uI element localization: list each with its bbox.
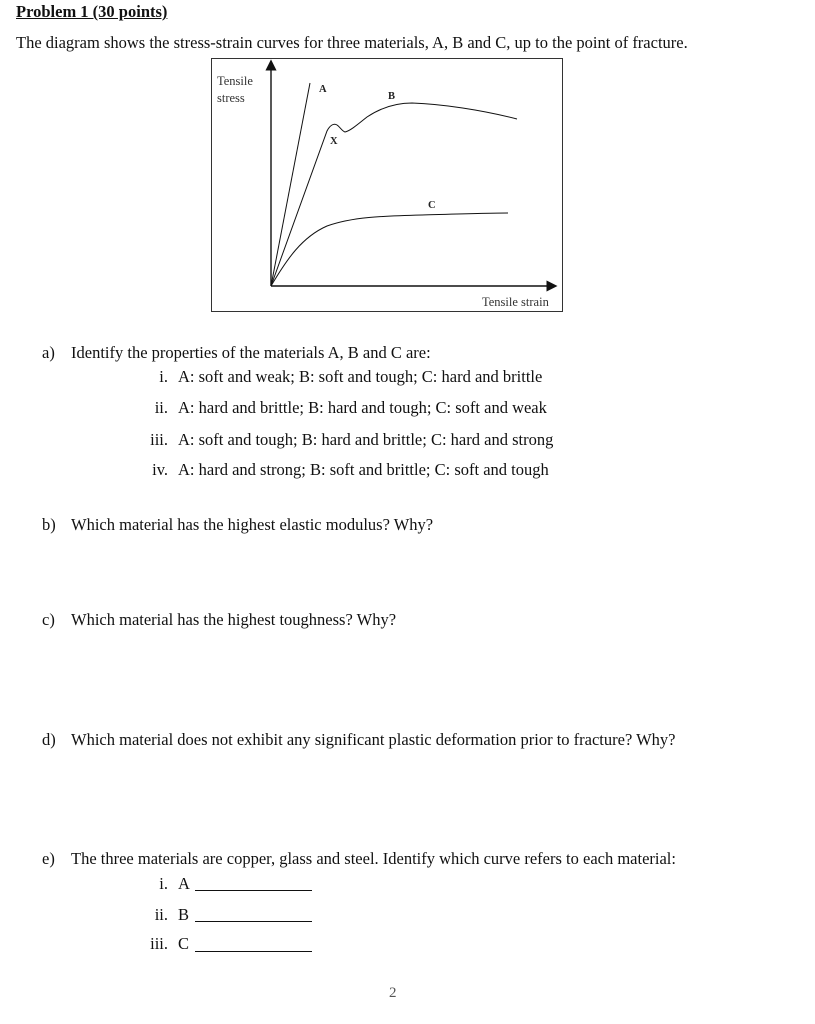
question-a-option-text: A: hard and strong; B: soft and brittle; C: soft and tough [178,460,549,479]
question-e-item-text: B [178,905,190,924]
curve-c [271,213,508,286]
curve-label-a: A [319,84,327,95]
question-a-text: Identify the properties of the materials A, B and C are: [71,343,431,362]
answer-blank-a[interactable] [195,890,312,891]
question-a-label: a) [42,343,55,362]
question-e-item-text: C [178,934,190,953]
x-axis-label: Tensile strain [482,295,549,309]
answer-blank-c[interactable] [195,951,312,952]
question-e-item-text: A [178,874,190,893]
question-e-item-num: i. [159,874,168,893]
question-d-label: d) [42,730,56,749]
curve-label-x: X [330,136,338,147]
curve-label-b: B [388,91,396,102]
curve-b [271,103,517,286]
question-e-item-num: iii. [150,934,168,953]
question-e-item-num: ii. [154,905,168,924]
question-a-option-num: ii. [154,398,168,417]
y-axis-label-line1: Tensile [217,74,253,88]
page-number: 2 [389,985,397,1001]
question-d-text: Which material does not exhibit any significant plastic deformation prior to fracture? Why? [71,730,676,749]
question-a-option-text: A: soft and tough; B: hard and brittle; C: hard and strong [178,430,554,449]
question-e-label: e) [42,849,55,868]
y-axis-label-line2: stress [217,91,245,105]
problem-title: Problem 1 (30 points) [16,2,168,21]
stress-strain-diagram [211,58,563,312]
question-a-option-num: i. [159,367,168,386]
curve-label-c: C [428,200,436,211]
question-a-option-num: iii. [150,430,168,449]
question-e-text: The three materials are copper, glass and steel. Identify which curve refers to each material: [71,849,676,868]
question-c-text: Which material has the highest toughness? Why? [71,610,397,629]
answer-blank-b[interactable] [195,921,312,922]
question-b-label: b) [42,515,56,534]
question-a-option-num: iv. [152,460,168,479]
question-c-label: c) [42,610,55,629]
question-b-text: Which material has the highest elastic modulus? Why? [71,515,434,534]
question-a-option-text: A: hard and brittle; B: hard and tough; C: soft and weak [178,398,547,417]
question-a-option-text: A: soft and weak; B: soft and tough; C: hard and brittle [178,367,543,386]
problem-intro: The diagram shows the stress-strain curves for three materials, A, B and C, up to the point of fracture. [16,33,688,52]
